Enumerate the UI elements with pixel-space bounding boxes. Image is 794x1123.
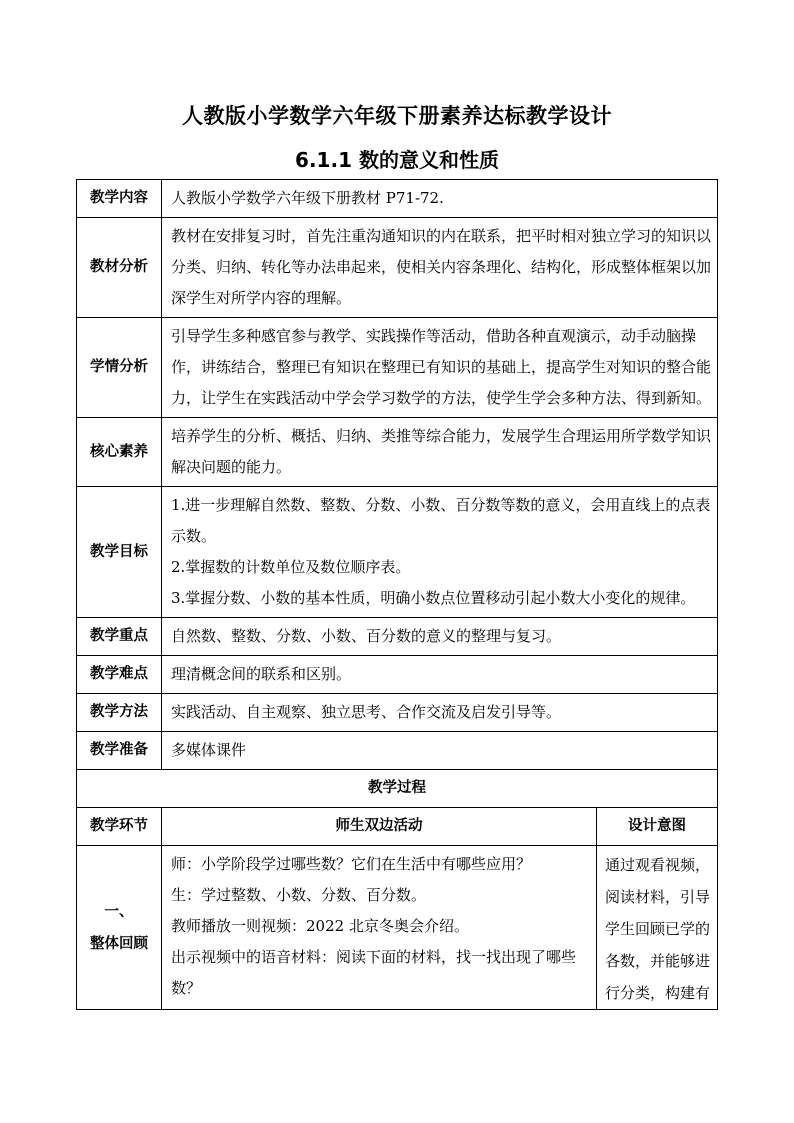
step-name: 整体回顾: [90, 935, 148, 952]
row-label: 教学目标: [77, 487, 162, 618]
row-content: [162, 318, 718, 418]
lesson-plan-table: [76, 179, 718, 1010]
row-content: [162, 694, 718, 732]
info-row: [77, 656, 718, 694]
step-cell: [77, 846, 162, 1010]
activity-line: 出示视频中的语音材料：阅读下面的材料，找一找出现了哪些数？: [171, 948, 577, 997]
row-content: [162, 487, 718, 618]
row-content: [162, 218, 718, 318]
row-content-line: 多媒体课件: [171, 741, 247, 759]
info-row: [77, 218, 718, 318]
row-content-line: 理清概念间的联系和区别。: [171, 665, 352, 683]
intent-cell: [597, 846, 718, 1010]
intent-line: 通过观看视频，: [605, 856, 711, 874]
activity-line: 教师播放一则视频：2022 北京冬奥会介绍。: [171, 917, 469, 935]
row-content-line: 教材在安排复习时，首先注重沟通知识的内在联系，把平时相对独立学习的知识以分类、归纳、转化等办法串起来，使相关内容条理化、结构化，形成整体框架以加深学生对所学内容的理解。: [171, 227, 712, 307]
row-label: 教学内容: [77, 180, 162, 218]
row-label: 学情分析: [77, 318, 162, 418]
row-content: [162, 618, 718, 656]
process-step-row: [77, 846, 718, 1010]
row-content-line: 自然数、整数、分数、小数、百分数的意义的整理与复习。: [171, 627, 562, 645]
info-row: [77, 732, 718, 770]
row-content-line: 人教版小学数学六年级下册教材 P71-72.: [171, 189, 444, 207]
row-content: [162, 180, 718, 218]
row-content-line: 实践活动、自主观察、独立思考、合作交流及启发引导等。: [171, 703, 562, 721]
intent-line: 学生回顾已学的: [605, 920, 711, 938]
row-content-line: 2.掌握数的计数单位及数位顺序表。: [171, 558, 411, 576]
col-activity-header: 师生双边活动: [162, 808, 597, 846]
intent-line: 阅读材料，引导: [605, 888, 711, 906]
row-label: 核心素养: [77, 418, 162, 487]
process-header-row: [77, 808, 718, 846]
intent-line: 各数，并能够进: [605, 952, 711, 970]
process-heading-row: [77, 770, 718, 808]
info-row: [77, 418, 718, 487]
row-label: 教学难点: [77, 656, 162, 694]
info-row: [77, 487, 718, 618]
info-row: [77, 694, 718, 732]
step-number: 一、: [104, 903, 134, 920]
row-label: 教学准备: [77, 732, 162, 770]
row-content: [162, 418, 718, 487]
page-title: 人教版小学数学六年级下册素养达标教学设计: [182, 104, 612, 128]
row-label: 教材分析: [77, 218, 162, 318]
row-content-line: 培养学生的分析、概括、归纳、类推等综合能力，发展学生合理运用所学数学知识解决问题的能力。: [171, 427, 712, 476]
row-content-line: 3.掌握分数、小数的基本性质，明确小数点位置移动引起小数大小变化的规律。: [171, 589, 696, 607]
info-row: [77, 318, 718, 418]
row-content: [162, 732, 718, 770]
col-intent-header: 设计意图: [597, 808, 718, 846]
col-step-header: 教学环节: [77, 808, 162, 846]
info-row: [77, 618, 718, 656]
intent-line: 行分类，构建有: [605, 984, 711, 1002]
info-row: [77, 180, 718, 218]
lesson-title: 6.1.1 数的意义和性质: [295, 148, 499, 172]
row-content-line: 引导学生多种感官参与教学、实践操作等活动，借助各种直观演示，动手动脑操作，讲练结合，整理已有知识在整理已有知识的基础上，提高学生对知识的整合能力，让学生在实践活动中学会学习数学的方法，使学生学会多种方法、得到新知。: [171, 327, 712, 407]
activity-cell: [162, 846, 597, 1010]
row-label: 教学重点: [77, 618, 162, 656]
row-label: 教学方法: [77, 694, 162, 732]
row-content-line: 1.进一步理解自然数、整数、分数、小数、百分数等数的意义，会用直线上的点表示数。: [171, 496, 711, 545]
activity-line: 师：小学阶段学过哪些数？它们在生活中有哪些应用？: [171, 855, 532, 873]
row-content: [162, 656, 718, 694]
process-heading: 教学过程: [77, 770, 718, 808]
activity-line: 生：学过整数、小数、分数、百分数。: [171, 886, 427, 904]
